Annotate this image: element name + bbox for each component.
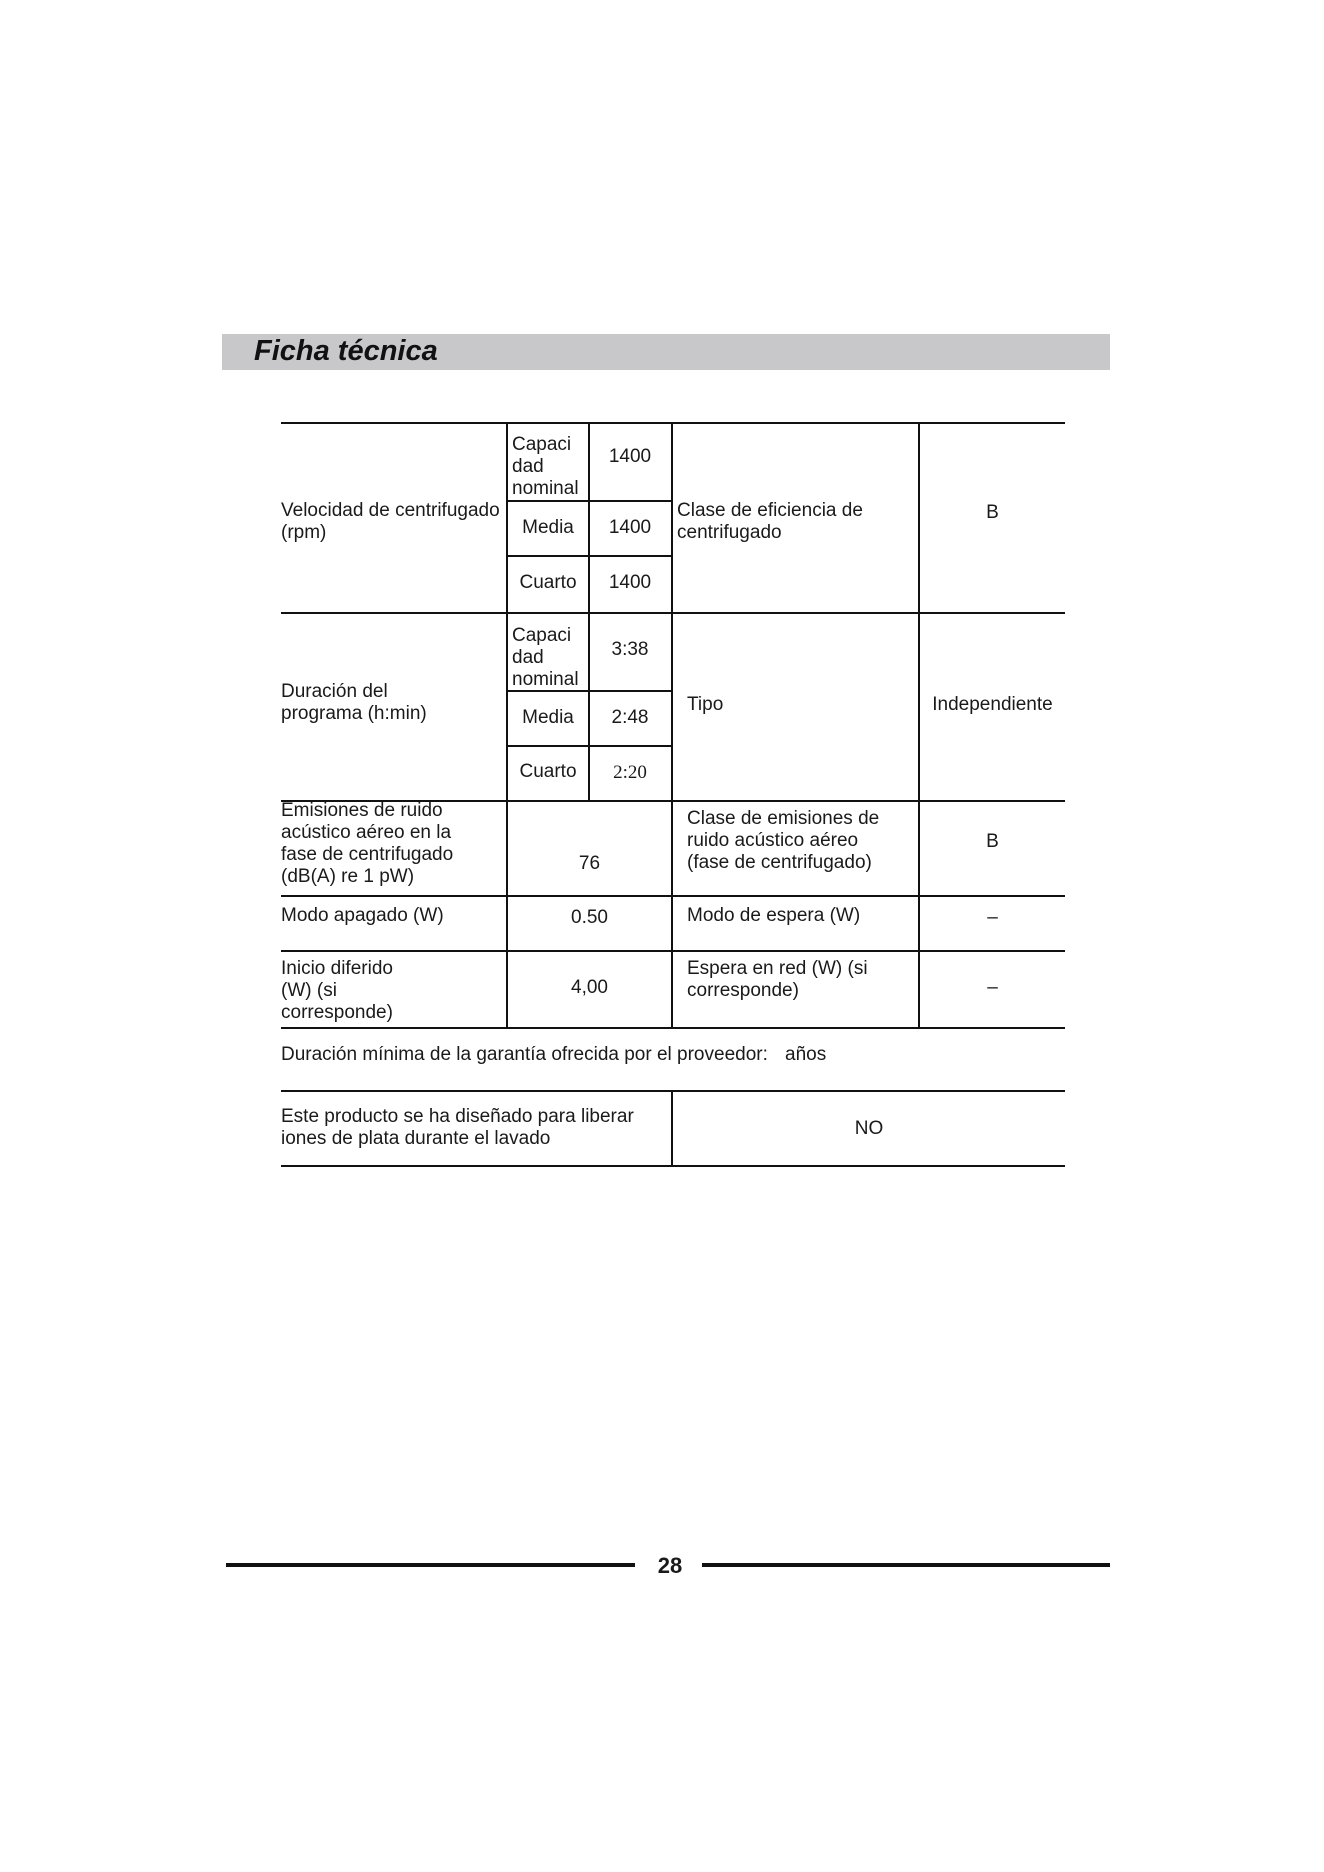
table-rule [281, 895, 1065, 897]
table-rule [281, 1165, 1065, 1167]
delay-start-value: 4,00 [571, 977, 608, 998]
network-standby-label: Espera en red (W) (si corresponde) [687, 958, 868, 1001]
sub-row-label: Cuarto [519, 761, 577, 782]
sub-row-label: Media [522, 517, 574, 538]
noise-value: 76 [578, 853, 601, 874]
table-rule [281, 1090, 1065, 1092]
silver-ions-value: NO [854, 1118, 884, 1139]
sub-row-value: 3:38 [611, 639, 649, 660]
standby-label: Modo de espera (W) [687, 905, 861, 926]
table-rule [588, 422, 590, 800]
sub-row-label: Media [522, 707, 574, 728]
sub-row-label: Cuarto [519, 572, 577, 593]
network-standby-value: – [987, 977, 998, 998]
footer-rule-right [702, 1563, 1110, 1567]
table-rule [281, 950, 1065, 952]
sub-row-value: 1400 [608, 572, 652, 593]
noise-class-label: Clase de emisiones de ruido acústico aéreo (fase de centrifugado) [687, 808, 880, 873]
noise-label: Emisiones de ruido acústico aéreo en la fase de centrifugado (dB(A) re 1 pW) [281, 800, 454, 887]
page-number: 28 [657, 1553, 683, 1578]
standby-value: – [987, 907, 998, 928]
silver-ions-label: Este producto se ha diseñado para liberar iones de plata durante el lavado [281, 1106, 634, 1149]
off-mode-label: Modo apagado (W) [281, 905, 444, 926]
sub-row-value: 2:48 [611, 707, 649, 728]
sub-row-label: Capaci dad nominal [512, 434, 579, 499]
warranty-label: Duración mínima de la garantía ofrecida por el proveedor: [281, 1044, 768, 1065]
delay-start-label: Inicio diferido (W) (si corresponde) [281, 958, 393, 1023]
table-rule [281, 1027, 1065, 1029]
sub-row-label: Capaci dad nominal [512, 625, 579, 690]
duration-label: Duración del programa (h:min) [281, 681, 427, 724]
spin-speed-label: Velocidad de centrifugado (rpm) [281, 500, 500, 543]
spin-class-value: B [986, 502, 999, 523]
warranty-unit: años [785, 1044, 827, 1065]
table-rule [281, 612, 1065, 614]
sub-row-value: 1400 [608, 446, 652, 467]
footer-rule-left [226, 1563, 635, 1567]
off-mode-value: 0.50 [571, 907, 608, 928]
sub-row-value: 2:20 [613, 762, 647, 783]
table-rule [281, 422, 1065, 424]
noise-class-value: B [986, 831, 999, 852]
type-value: Independiente [932, 694, 1053, 715]
title-bar [222, 334, 1110, 370]
sub-row-value: 1400 [608, 517, 652, 538]
table-rule [671, 422, 673, 1027]
type-label: Tipo [687, 694, 724, 715]
page-title: Ficha técnica [254, 335, 438, 367]
spin-class-label: Clase de eficiencia de centrifugado [677, 500, 863, 543]
